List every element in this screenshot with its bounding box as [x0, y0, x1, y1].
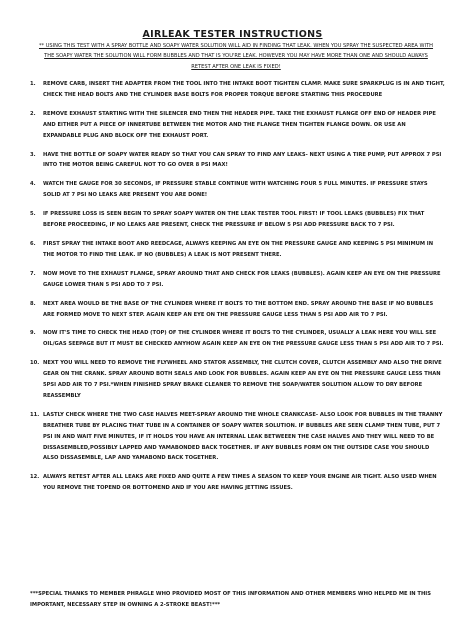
step-number: 6. [30, 240, 36, 247]
step-item [30, 299, 445, 321]
step-number: 1. [30, 81, 36, 87]
step-text: NOW MOVE TO THE EXHAUST FLANGE, SPRAY AROUND THAT AND CHECK FOR LEAKS (BUBBLES). AGAIN KEEP AN EYE ON THE PRESSURE GAUGE LOWER THAN 5 PSI ADD TO 7 PSI. [43, 270, 441, 288]
step-item [30, 410, 445, 465]
step-text: ALWAYS RETEST AFTER ALL LEAKS ARE FIXED AND QUITE A FEW TIMES A SEASON TO KEEP YOUR ENGINE AIR TIGHT. ALSO USED WHEN YOU REMOVE THE TOPEND OR BOTTOMEND AND IF YOU ARE HAVING JETTING ISSUES. [43, 474, 437, 492]
step-number: 10. [30, 360, 40, 367]
step-item [30, 109, 445, 142]
step-item [30, 79, 445, 101]
step-text: WATCH THE GAUGE FOR 30 SECONDS, IF PRESSURE STABLE CONTINUE WITH WATCHING FOUR 5 FULL MINUTES. IF PRESSURE STAYS SOLID AT 7 PSI NO LEAKS ARE PRESENT YOU ARE DONE! [43, 181, 428, 199]
step-text: HAVE THE BOTTLE OF SOAPY WATER READY SO THAT YOU CAN SPRAY TO FIND ANY LEAKS- NEXT USING A TIRE PUMP, PUT APPROX 7 PSI INTO THE MOTOR BEING CAREFUL NOT TO GO OVER 8 PSI MAX! [43, 151, 442, 169]
step-number: 3. [30, 151, 36, 158]
step-text: NOW IT'S TIME TO CHECK THE HEAD (TOP) OF THE CYLINDER WHERE IT BOLTS TO THE CYLINDER, USUALLY A LEAK HERE YOU WILL SEE OIL/GAS SEEPAGE BUT IT MUST BE CHECKED ANYHOW AGAIN KEEP AN EYE ON THE PRESSURE GAUGE LESS THAN 5 PSI ADD AIR TO 7 PSI. [43, 330, 444, 348]
step-text: FIRST SPRAY THE INTAKE BOOT AND REEDCAGE, ALWAYS KEEPING AN EYE ON THE PRESSURE GAUGE AND KEEPING 5 PSI MINIMUM IN THE MOTOR TO FIND THE LEAK. IF NO (BUBBLES) A LEAK IS NOT PRESENT THERE. [43, 240, 434, 258]
page-title: AIRLEAK TESTER INSTRUCTIONS [142, 29, 323, 40]
step-number: 11. [30, 411, 40, 418]
step-number: 2. [30, 110, 36, 117]
step-item [30, 358, 445, 402]
step-number: 12. [30, 474, 40, 481]
intro-note: ** USING THIS TEST WITH A SPRAY BOTTLE AND SOAPY WATER SOLUTION WILL AID IN FINDING THAT LEAK. WHEN YOU SPRAY THE SUSPECTED AREA WITH THE SOAPY WATER THE SOLUTION WILL FORM BUBBLES AND THAT IS YOU'RE LEAK. HOWEVER YOU MAY HAVE MORE THAN ONE AND SHOULD ALWAYS RETEST AFTER ONE LEAK IS FIXED! [38, 43, 434, 70]
steps-list [30, 79, 445, 502]
step-text: IF PRESSURE LOSS IS SEEN BEGIN TO SPRAY SOAPY WATER ON THE LEAK TESTER TOOL FIRST! IF TOOL LEAKS (BUBBLES) FIX THAT BEFORE PROCEEDING, IF NO LEAKS ARE PRESENT, CHECK THE PRESSURE IF BELOW 5 PSI ADD PRESSURE BACK TO 7 PSI. [43, 211, 425, 229]
step-item [30, 179, 445, 201]
step-number: 8. [30, 300, 36, 307]
step-item [30, 472, 445, 494]
step-item [30, 328, 445, 350]
step-item [30, 269, 445, 291]
step-text: REMOVE EXHAUST STARTING WITH THE SILENCER END THEN THE HEADER PIPE. TAKE THE EXHAUST FLANGE OFF END OF HEADER PIPE AND EITHER PUT A PIECE OF INNERTUBE BETWEEN THE MOTOR AND THE FLANGE THEN TIGHTEN FLANGE DOWN. OR USE AN EXPANDABLE PLUG AND BLOCK OFF THE EXHAUST PORT. [43, 110, 436, 139]
thanks-footer: ***SPECIAL THANKS TO MEMBER PHRAGLE WHO PROVIDED MOST OF THIS INFORMATION AND OTHER MEMBERS WHO HELPED ME IN THIS IMPORTANT, NECESSARY STEP IN OWNING A 2-STROKE BEAST!*** [30, 591, 431, 608]
step-number: 7. [30, 270, 36, 277]
step-number: 9. [30, 330, 36, 337]
step-item [30, 150, 445, 172]
step-text: NEXT AREA WOULD BE THE BASE OF THE CYLINDER WHERE IT BOLTS TO THE BOTTOM END. SPRAY AROUND THE BASE IF NO BUBBLES ARE FORMED MOVE TO NEXT STEP. AGAIN KEEP AN EYE ON THE PRESSURE GAUGE LESS THAN 5 PSI ADD AIR TO 7 PSI. [43, 300, 434, 318]
step-text: REMOVE CARB, INSERT THE ADAPTER FROM THE TOOL INTO THE INTAKE BOOT TIGHTEN CLAMP. MAKE SURE SPARKPLUG IS IN AND TIGHT, CHECK THE HEAD BOLTS AND THE CYLINDER BASE BOLTS FOR PROPER TORQUE BEFORE STARTING THIS PROCEDURE [43, 81, 445, 98]
step-item [30, 209, 445, 231]
step-text: LASTLY CHECK WHERE THE TWO CASE HALVES MEET-SPRAY AROUND THE WHOLE CRANKCASE- ALSO LOOK FOR BUBBLES IN THE TRANNY BREATHER TUBE BY PLACING THAT TUBE IN A CONTAINER OF SOAPY WATER SOLUTION. IF BUBBLES ARE SEEN CLAMP THEN TUBE, PUT 7 PSI IN AND WAIT FIVE MINUTES, IF IT HOLDS YOU HAVE AN INTERNAL LEAK BETWEEEN THE CASE HALVES AND THEY WILL NEED TO BE DISSASEMBLED,POSSIBLY LAPPED AND YAMABONDED BACK TOGETHER. IF ANY BUBBLES FORM ON THE OUTSIDE CASE YOU SHOULD ALSO DISSASEMBLE, LAP AND YAMABOND BACK TOGETHER. [43, 411, 443, 462]
step-item [30, 239, 445, 261]
step-number: 4. [30, 181, 36, 188]
step-number: 5. [30, 211, 36, 218]
step-text: NEXT YOU WILL NEED TO REMOVE THE FLYWHEEL AND STATOR ASSEMBLY, THE CLUTCH COVER, CLUTCH ASSEMBLY AND ALSO THE DRIVE GEAR ON THE CRANK. SPRAY AROUND BOTH SEALS AND LOOK FOR BUBBLES. AGAIN KEEP AN EYE ON THE PRESSURE GAUGE LESS THAN 5PSI ADD AIR TO 7 PSI.*WHEN FINISHED SPRAY BRAKE CLEANER TO REMOVE THE SOAP/WATER SOLUTION ALLOW TO DRY BEFORE REASSEMBLY [43, 360, 442, 399]
